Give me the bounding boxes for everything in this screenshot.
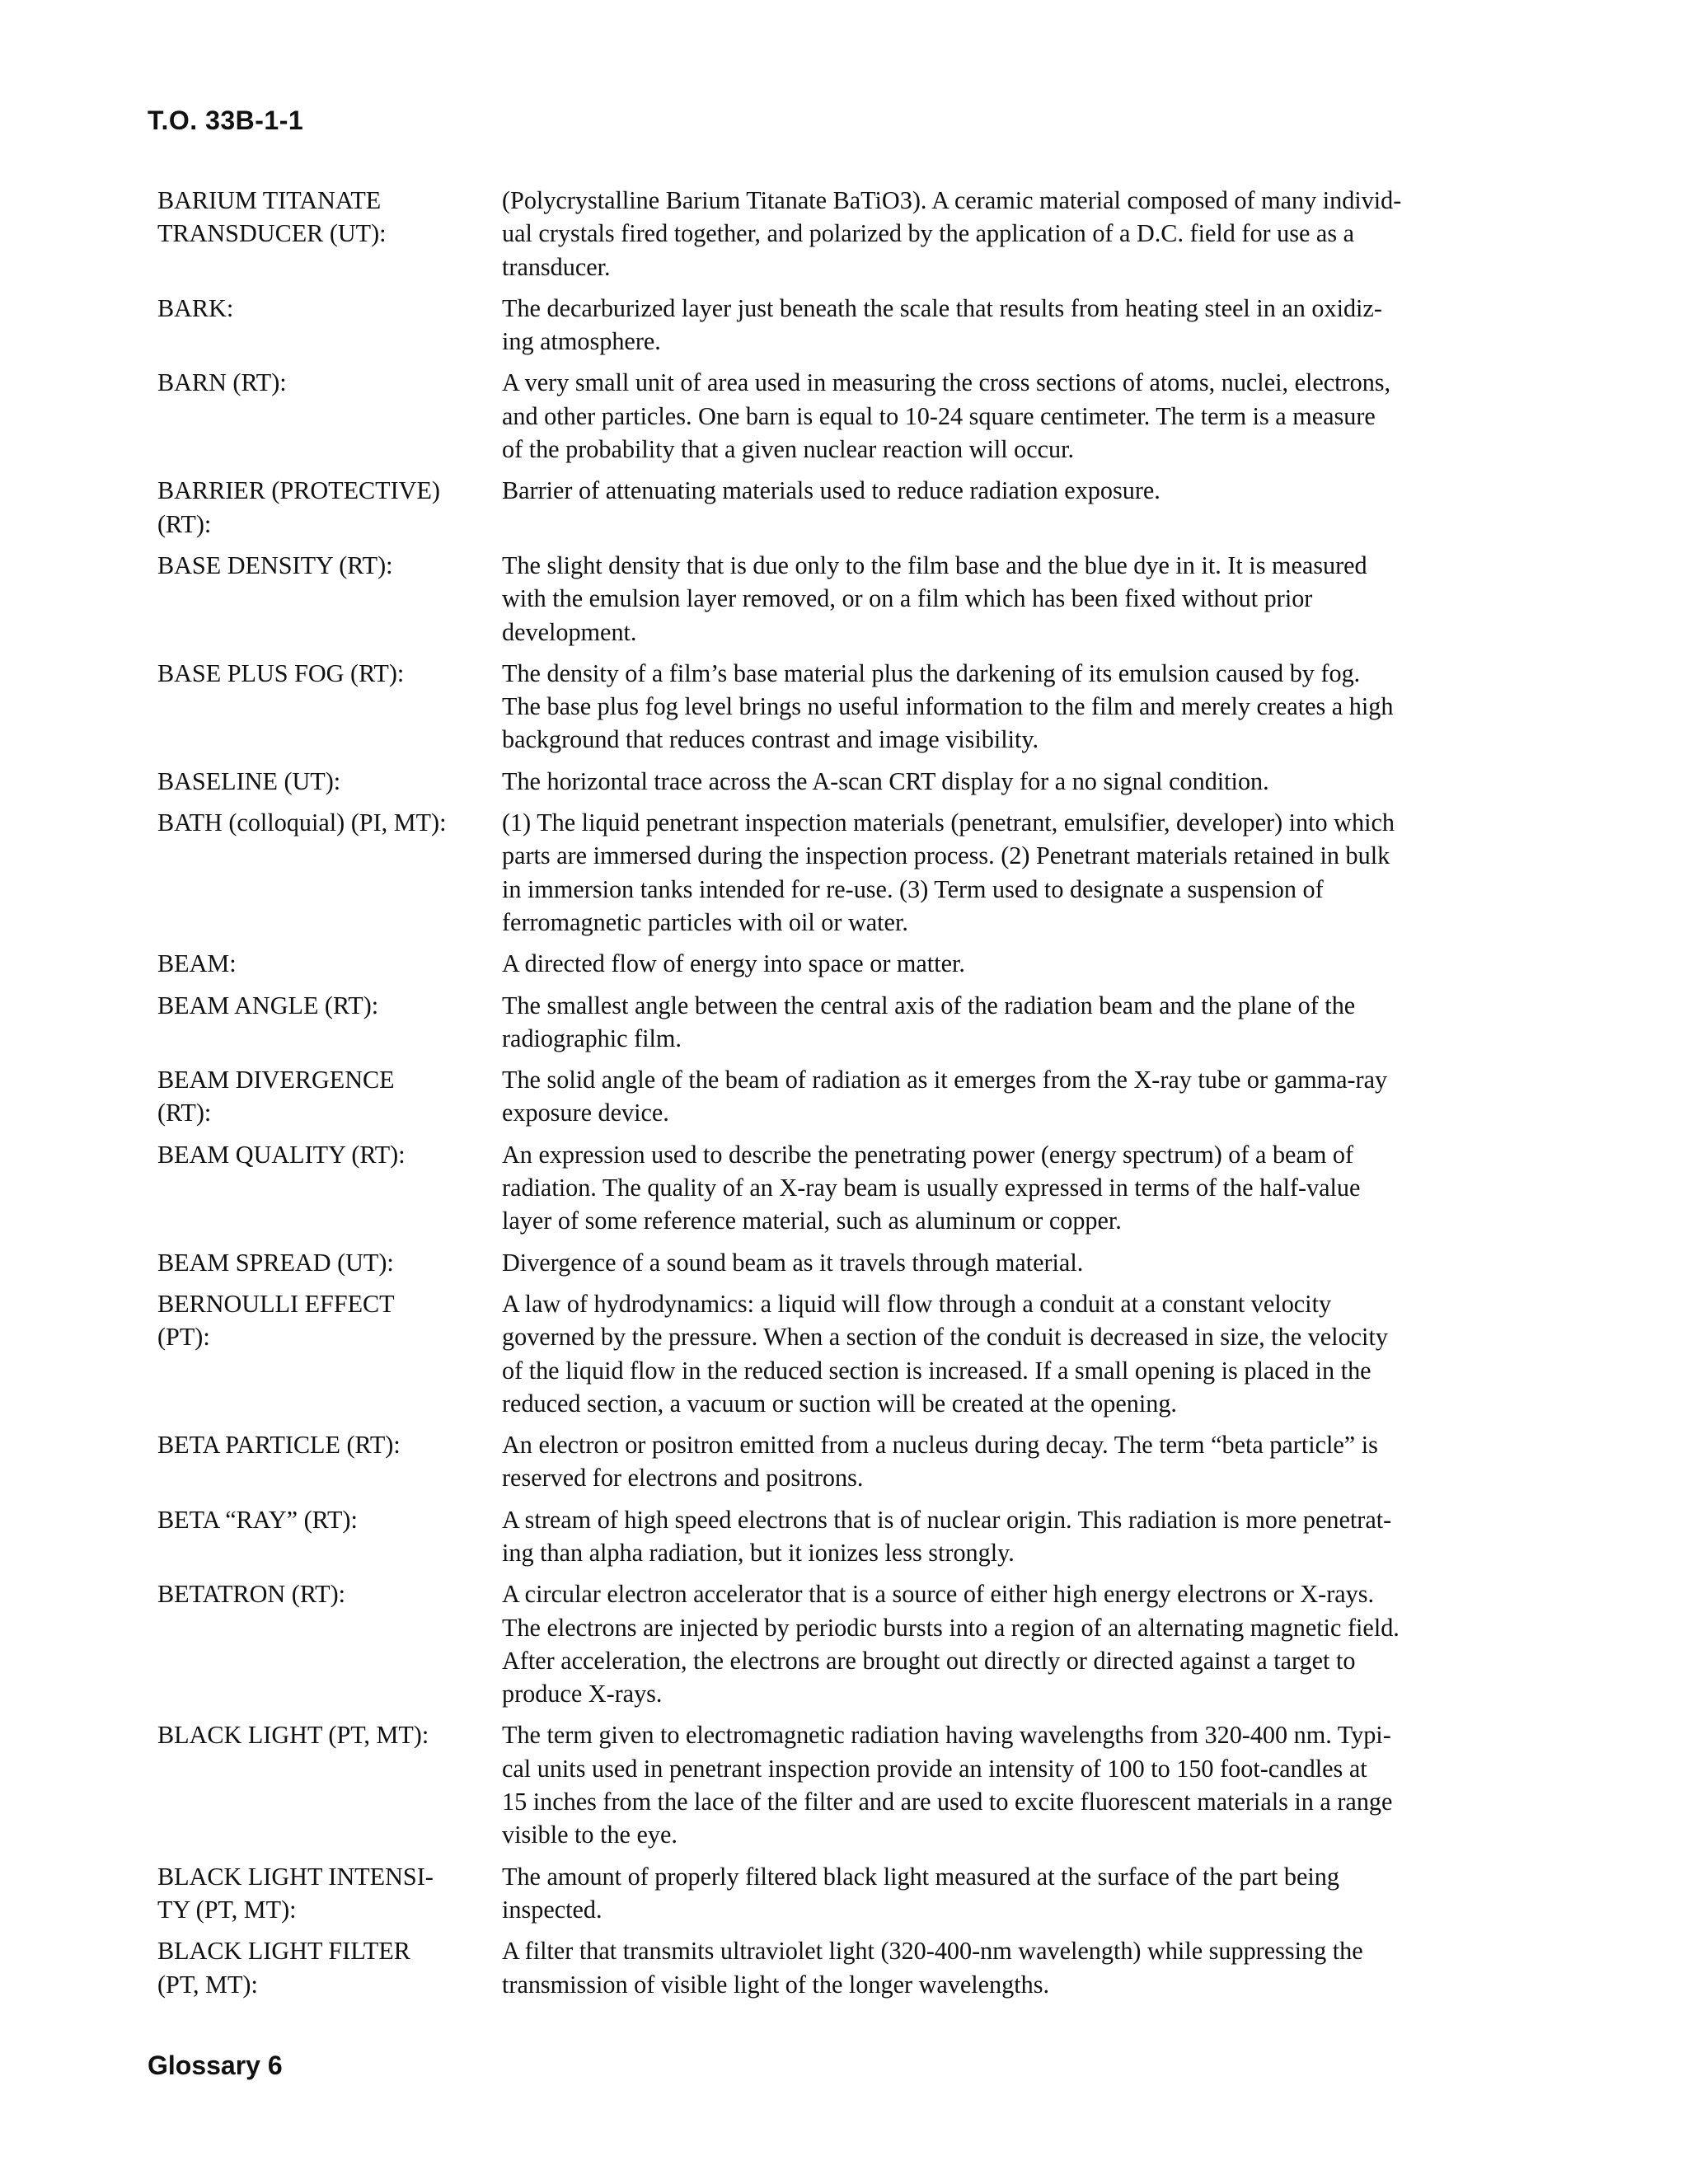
term-line: (RT):	[157, 509, 212, 538]
definition-line: radiation. The quality of an X-ray beam is usually expressed in terms of the half-value	[502, 1174, 1361, 1202]
glossary-term	[157, 1246, 502, 1279]
glossary-term	[157, 1860, 502, 1927]
definition-line: Divergence of a sound beam as it travels through material.	[502, 1248, 1084, 1277]
term-line: BEAM DIVERGENCE	[157, 1066, 395, 1094]
term-line: BETA “RAY” (RT):	[157, 1505, 358, 1534]
glossary-term	[157, 1138, 502, 1238]
definition-line: 15 inches from the lace of the filter and are used to excite fluorescent materials in a range	[502, 1788, 1393, 1816]
glossary-definition	[502, 366, 1534, 466]
definition-line: The term given to electromagnetic radiation having wavelengths from 320-400 nm. Typi-	[502, 1721, 1391, 1750]
glossary-definition	[502, 989, 1534, 1056]
glossary-definition	[502, 1138, 1534, 1238]
term-line: BATH (colloquial) (PI, MT):	[157, 808, 447, 837]
definition-line: The electrons are injected by periodic bursts into a region of an alternating magnetic field.	[502, 1613, 1400, 1642]
page-number-footer: Glossary 6	[148, 2050, 283, 2080]
term-line: BLACK LIGHT (PT, MT):	[157, 1721, 429, 1750]
definition-line: ferromagnetic particles with oil or water.	[502, 907, 908, 936]
definition-line: A law of hydrodynamics: a liquid will flow through a conduit at a constant velocity	[502, 1289, 1332, 1318]
term-line: BASE PLUS FOG (RT):	[157, 658, 405, 687]
term-line: BEAM SPREAD (UT):	[157, 1248, 394, 1277]
definition-line: transmission of visible light of the longer wavelengths.	[502, 1970, 1050, 1999]
term-line: TRANSDUCER (UT):	[157, 219, 387, 248]
definition-line: development.	[502, 617, 637, 646]
definition-line: The amount of properly filtered black light measured at the surface of the part being	[502, 1862, 1339, 1891]
glossary-term	[157, 1503, 502, 1570]
glossary-definition	[502, 1503, 1534, 1570]
glossary-term	[157, 947, 502, 980]
glossary-definition	[502, 184, 1534, 284]
glossary-term	[157, 292, 502, 359]
definition-line: cal units used in penetrant inspection provide an intensity of 100 to 150 foot-candles at	[502, 1754, 1367, 1783]
glossary-definition	[502, 657, 1534, 757]
term-line: (PT, MT):	[157, 1970, 258, 1999]
definition-line: background that reduces contrast and image visibility.	[502, 725, 1039, 754]
definition-line: ing atmosphere.	[502, 327, 661, 356]
definition-line: (1) The liquid penetrant inspection materials (penetrant, emulsifier, developer) into which	[502, 808, 1395, 837]
definition-line: and other particles. One barn is equal to 10-24 square centimeter. The term is a measure	[502, 401, 1376, 430]
glossary-entry	[157, 1287, 1534, 1420]
glossary-definition	[502, 1428, 1534, 1495]
definition-line: The solid angle of the beam of radiation as it emerges from the X-ray tube or gamma-ray	[502, 1066, 1388, 1094]
term-line: (PT):	[157, 1323, 210, 1352]
glossary-term	[157, 1934, 502, 2001]
glossary-definition	[502, 947, 1534, 980]
definition-line: radiographic film.	[502, 1024, 682, 1052]
term-line: BETA PARTICLE (RT):	[157, 1431, 401, 1460]
glossary-definition	[502, 765, 1534, 798]
term-line: TY (PT, MT):	[157, 1895, 297, 1924]
glossary-term	[157, 657, 502, 757]
definition-line: in immersion tanks intended for re-use. (3) Term used to designate a suspension of	[502, 874, 1324, 903]
glossary-term	[157, 1428, 502, 1495]
glossary-entry	[157, 184, 1534, 284]
term-line: BERNOULLI EFFECT	[157, 1289, 395, 1318]
glossary-entry	[157, 366, 1534, 466]
glossary-term	[157, 1577, 502, 1710]
definition-line: The decarburized layer just beneath the scale that results from heating steel in an oxidiz-	[502, 293, 1382, 322]
glossary-definition	[502, 1718, 1534, 1851]
term-line: BETATRON (RT):	[157, 1580, 346, 1609]
glossary-definition	[502, 806, 1534, 939]
glossary-entry	[157, 1246, 1534, 1279]
term-line: BEAM ANGLE (RT):	[157, 991, 379, 1019]
definition-line: The smallest angle between the central axis of the radiation beam and the plane of the	[502, 991, 1356, 1019]
definition-line: Barrier of attenuating materials used to reduce radiation exposure.	[502, 476, 1160, 505]
definition-line: The slight density that is due only to the film base and the blue dye in it. It is measured	[502, 551, 1367, 579]
glossary-term	[157, 1718, 502, 1851]
definition-line: layer of some reference material, such as aluminum or copper.	[502, 1207, 1122, 1235]
term-line: BASE DENSITY (RT):	[157, 551, 393, 579]
glossary-entry	[157, 549, 1534, 649]
term-line: BEAM QUALITY (RT):	[157, 1140, 406, 1169]
definition-line: A directed flow of energy into space or matter.	[502, 949, 965, 978]
definition-line: A stream of high speed electrons that is of nuclear origin. This radiation is more penetrat-	[502, 1505, 1392, 1534]
glossary-definition	[502, 1860, 1534, 1927]
definition-line: with the emulsion layer removed, or on a film which has been fixed without prior	[502, 584, 1313, 613]
definition-line: visible to the eye.	[502, 1821, 678, 1849]
glossary-entry	[157, 1718, 1534, 1851]
glossary-definition	[502, 292, 1534, 359]
glossary-entry	[157, 292, 1534, 359]
term-line: BASELINE (UT):	[157, 766, 341, 795]
definition-line: governed by the pressure. When a section of the conduit is decreased in size, the velocity	[502, 1323, 1388, 1352]
glossary-definition	[502, 1577, 1534, 1710]
definition-line: inspected.	[502, 1895, 603, 1924]
glossary-term	[157, 474, 502, 541]
glossary-term	[157, 989, 502, 1056]
definition-line: An expression used to describe the penetrating power (energy spectrum) of a beam of	[502, 1140, 1354, 1169]
glossary-term	[157, 765, 502, 798]
term-line: BARK:	[157, 293, 234, 322]
glossary-definition	[502, 1063, 1534, 1130]
glossary-entry	[157, 1503, 1534, 1570]
document-id-header: T.O. 33B-1-1	[148, 105, 304, 135]
glossary-entry	[157, 989, 1534, 1056]
definition-line: reserved for electrons and positrons.	[502, 1464, 864, 1493]
term-line: BARN (RT):	[157, 368, 287, 397]
term-line: BARIUM TITANATE	[157, 186, 382, 214]
definition-line: An electron or positron emitted from a nucleus during decay. The term “beta particle” is	[502, 1431, 1378, 1460]
glossary-definition	[502, 1287, 1534, 1420]
definition-line: reduced section, a vacuum or suction will be created at the opening.	[502, 1389, 1177, 1418]
glossary-definition	[502, 1246, 1534, 1279]
definition-line: A very small unit of area used in measuring the cross sections of atoms, nuclei, electrons,	[502, 368, 1391, 397]
definition-line: of the probability that a given nuclear reaction will occur.	[502, 435, 1075, 464]
glossary-entry	[157, 657, 1534, 757]
glossary-entry	[157, 1428, 1534, 1495]
glossary-term	[157, 1287, 502, 1420]
glossary-entry	[157, 1577, 1534, 1710]
term-line: BEAM:	[157, 949, 237, 978]
glossary-entry	[157, 474, 1534, 541]
definition-line: The density of a film’s base material plus the darkening of its emulsion caused by fog.	[502, 658, 1361, 687]
glossary-term	[157, 1063, 502, 1130]
term-line: BARRIER (PROTECTIVE)	[157, 476, 440, 505]
glossary-entry	[157, 1934, 1534, 2001]
definition-line: The horizontal trace across the A-scan CRT display for a no signal condition.	[502, 766, 1269, 795]
definition-line: ing than alpha radiation, but it ionizes less strongly.	[502, 1538, 1015, 1567]
glossary-entry	[157, 806, 1534, 939]
glossary-term	[157, 549, 502, 649]
definition-line: produce X-rays.	[502, 1680, 663, 1708]
glossary-entry	[157, 1860, 1534, 1927]
definition-line: of the liquid flow in the reduced section is increased. If a small opening is placed in the	[502, 1356, 1372, 1385]
glossary-definition	[502, 1934, 1534, 2001]
glossary-entry	[157, 947, 1534, 980]
term-line: BLACK LIGHT FILTER	[157, 1937, 410, 1966]
glossary-entry	[157, 1063, 1534, 1130]
glossary-definition	[502, 474, 1534, 541]
glossary-definition	[502, 549, 1534, 649]
definition-line: The base plus fog level brings no useful information to the film and merely creates a high	[502, 692, 1394, 721]
definition-line: After acceleration, the electrons are brought out directly or directed against a target to	[502, 1646, 1356, 1675]
glossary-list	[157, 184, 1534, 2009]
term-line: BLACK LIGHT INTENSI-	[157, 1862, 434, 1891]
definition-line: transducer.	[502, 252, 611, 281]
definition-line: exposure device.	[502, 1099, 669, 1127]
term-line: (RT):	[157, 1099, 212, 1127]
glossary-term	[157, 184, 502, 284]
definition-line: parts are immersed during the inspection process. (2) Penetrant materials retained in bulk	[502, 841, 1390, 870]
glossary-term	[157, 366, 502, 466]
glossary-entry	[157, 765, 1534, 798]
glossary-entry	[157, 1138, 1534, 1238]
definition-line: (Polycrystalline Barium Titanate BaTiO3). A ceramic material composed of many individ-	[502, 186, 1402, 214]
definition-line: A circular electron accelerator that is a source of either high energy electrons or X-rays.	[502, 1580, 1375, 1609]
definition-line: A filter that transmits ultraviolet light (320-400-nm wavelength) while suppressing the	[502, 1937, 1363, 1966]
definition-line: ual crystals fired together, and polarized by the application of a D.C. field for use as a	[502, 219, 1355, 248]
glossary-term	[157, 806, 502, 939]
